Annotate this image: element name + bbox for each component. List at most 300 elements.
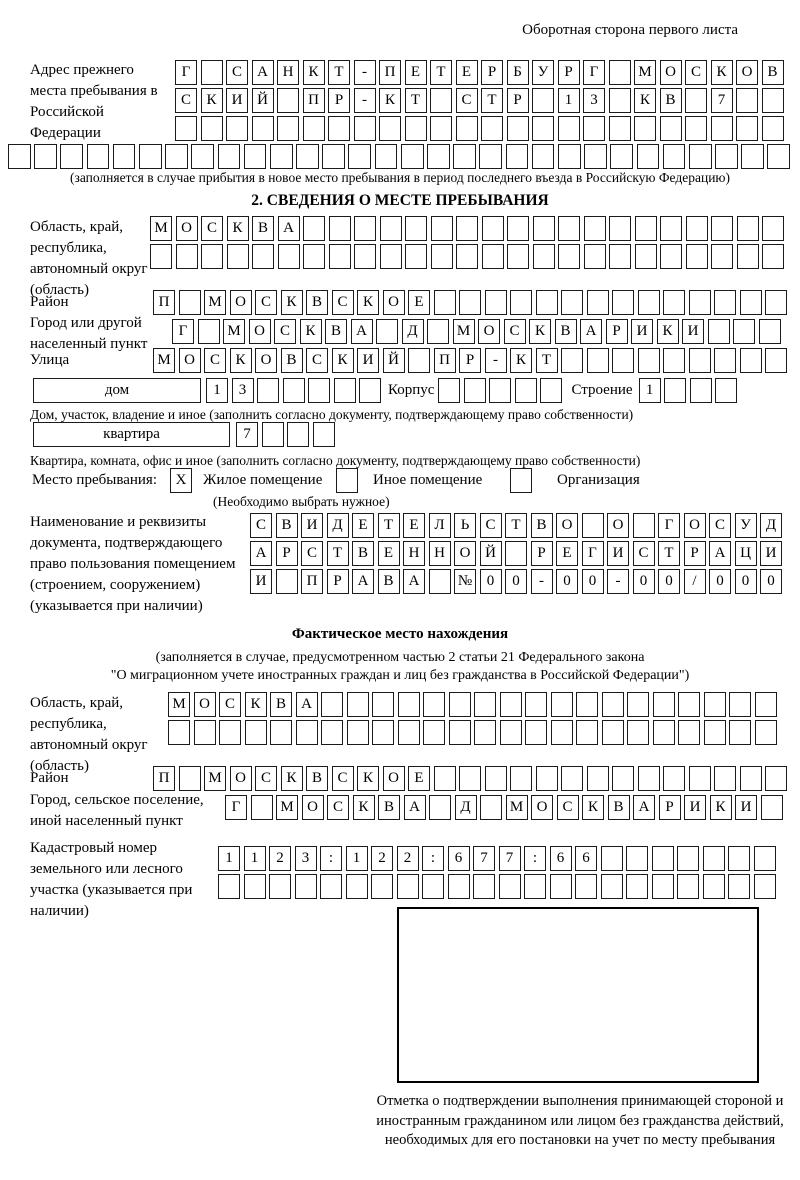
char-cell[interactable]: Т xyxy=(378,513,400,538)
char-cell[interactable] xyxy=(430,116,452,141)
char-cell[interactable] xyxy=(334,378,356,403)
char-cell[interactable]: К xyxy=(281,766,303,791)
char-cell[interactable]: В xyxy=(531,513,553,538)
char-cell[interactable] xyxy=(737,216,759,241)
char-cell[interactable] xyxy=(113,144,136,169)
char-cell[interactable] xyxy=(584,144,607,169)
char-cell[interactable] xyxy=(423,692,445,717)
char-cell[interactable] xyxy=(762,216,784,241)
char-cell[interactable] xyxy=(561,348,583,373)
char-cell[interactable] xyxy=(741,144,764,169)
char-cell[interactable] xyxy=(587,348,609,373)
char-cell[interactable] xyxy=(430,88,452,113)
char-cell[interactable] xyxy=(219,720,241,745)
char-cell[interactable] xyxy=(532,144,555,169)
document-grid-row-1[interactable] xyxy=(250,513,782,538)
char-cell[interactable] xyxy=(582,513,604,538)
char-cell[interactable] xyxy=(690,378,712,403)
char-cell[interactable]: Р xyxy=(481,60,503,85)
char-cell[interactable] xyxy=(550,874,572,899)
char-cell[interactable]: Н xyxy=(429,541,451,566)
char-cell[interactable] xyxy=(714,766,736,791)
char-cell[interactable]: - xyxy=(607,569,629,594)
char-cell[interactable]: И xyxy=(607,541,629,566)
char-cell[interactable]: Н xyxy=(403,541,425,566)
char-cell[interactable]: К xyxy=(245,692,267,717)
char-cell[interactable] xyxy=(660,244,682,269)
char-cell[interactable] xyxy=(354,244,376,269)
char-cell[interactable]: С xyxy=(456,88,478,113)
char-cell[interactable]: 0 xyxy=(505,569,527,594)
char-cell[interactable] xyxy=(677,846,699,871)
char-cell[interactable] xyxy=(634,116,656,141)
char-cell[interactable] xyxy=(276,569,298,594)
char-cell[interactable]: К xyxy=(379,88,401,113)
char-cell[interactable]: В xyxy=(281,348,303,373)
char-cell[interactable]: О xyxy=(230,766,252,791)
char-cell[interactable]: Т xyxy=(536,348,558,373)
char-cell[interactable] xyxy=(602,692,624,717)
char-cell[interactable] xyxy=(34,144,57,169)
char-cell[interactable] xyxy=(150,244,172,269)
char-cell[interactable] xyxy=(308,378,330,403)
char-cell[interactable]: М xyxy=(453,319,475,344)
char-cell[interactable] xyxy=(740,766,762,791)
char-cell[interactable]: : xyxy=(524,846,546,871)
char-cell[interactable] xyxy=(558,144,581,169)
char-cell[interactable] xyxy=(431,244,453,269)
char-cell[interactable]: А xyxy=(403,569,425,594)
char-cell[interactable] xyxy=(664,378,686,403)
char-cell[interactable] xyxy=(626,874,648,899)
char-cell[interactable] xyxy=(405,116,427,141)
char-cell[interactable]: 2 xyxy=(269,846,291,871)
char-cell[interactable] xyxy=(262,422,284,447)
char-cell[interactable] xyxy=(480,795,502,820)
char-cell[interactable]: М xyxy=(168,692,190,717)
char-cell[interactable]: Р xyxy=(531,541,553,566)
char-cell[interactable]: А xyxy=(709,541,731,566)
char-cell[interactable]: С xyxy=(332,290,354,315)
char-cell[interactable] xyxy=(252,116,274,141)
char-cell[interactable] xyxy=(201,244,223,269)
char-cell[interactable]: М xyxy=(276,795,298,820)
char-cell[interactable] xyxy=(558,244,580,269)
char-cell[interactable] xyxy=(533,216,555,241)
char-cell[interactable] xyxy=(689,348,711,373)
char-cell[interactable] xyxy=(584,244,606,269)
section3-city-grid[interactable] xyxy=(225,795,783,820)
char-cell[interactable] xyxy=(313,422,335,447)
char-cell[interactable]: Г xyxy=(658,513,680,538)
char-cell[interactable] xyxy=(663,348,685,373)
char-cell[interactable] xyxy=(677,874,699,899)
char-cell[interactable] xyxy=(278,244,300,269)
char-cell[interactable]: Р xyxy=(276,541,298,566)
stay-type-other-checkbox[interactable] xyxy=(336,468,358,493)
char-cell[interactable] xyxy=(191,144,214,169)
char-cell[interactable] xyxy=(401,144,424,169)
char-cell[interactable] xyxy=(737,244,759,269)
char-cell[interactable] xyxy=(708,319,730,344)
char-cell[interactable]: С xyxy=(301,541,323,566)
char-cell[interactable] xyxy=(321,692,343,717)
char-cell[interactable] xyxy=(252,244,274,269)
char-cell[interactable]: Р xyxy=(507,88,529,113)
section2-region-grid-row-2[interactable] xyxy=(150,244,784,269)
char-cell[interactable]: О xyxy=(194,692,216,717)
char-cell[interactable] xyxy=(429,569,451,594)
char-cell[interactable]: О xyxy=(684,513,706,538)
char-cell[interactable] xyxy=(561,290,583,315)
char-cell[interactable]: П xyxy=(434,348,456,373)
char-cell[interactable]: А xyxy=(351,319,373,344)
char-cell[interactable] xyxy=(270,144,293,169)
char-cell[interactable] xyxy=(227,244,249,269)
char-cell[interactable] xyxy=(612,766,634,791)
char-cell[interactable] xyxy=(139,144,162,169)
char-cell[interactable]: П xyxy=(153,766,175,791)
char-cell[interactable]: Т xyxy=(430,60,452,85)
char-cell[interactable]: 1 xyxy=(558,88,580,113)
char-cell[interactable]: Р xyxy=(659,795,681,820)
char-cell[interactable] xyxy=(283,378,305,403)
char-cell[interactable]: С xyxy=(557,795,579,820)
char-cell[interactable] xyxy=(714,348,736,373)
char-cell[interactable]: № xyxy=(454,569,476,594)
char-cell[interactable]: И xyxy=(760,541,782,566)
char-cell[interactable] xyxy=(347,720,369,745)
section2-region-grid-row-1[interactable] xyxy=(150,216,784,241)
char-cell[interactable]: 1 xyxy=(206,378,228,403)
char-cell[interactable] xyxy=(729,692,751,717)
char-cell[interactable]: С xyxy=(219,692,241,717)
char-cell[interactable]: С xyxy=(175,88,197,113)
char-cell[interactable]: Т xyxy=(327,541,349,566)
char-cell[interactable] xyxy=(736,116,758,141)
char-cell[interactable] xyxy=(179,290,201,315)
char-cell[interactable]: Т xyxy=(405,88,427,113)
section3-cadastral-grid-row-2[interactable] xyxy=(218,874,776,899)
char-cell[interactable] xyxy=(277,88,299,113)
char-cell[interactable] xyxy=(653,720,675,745)
char-cell[interactable] xyxy=(663,766,685,791)
char-cell[interactable] xyxy=(287,422,309,447)
char-cell[interactable]: Р xyxy=(684,541,706,566)
char-cell[interactable] xyxy=(714,290,736,315)
char-cell[interactable] xyxy=(755,692,777,717)
char-cell[interactable] xyxy=(689,290,711,315)
char-cell[interactable]: Т xyxy=(658,541,680,566)
char-cell[interactable]: М xyxy=(634,60,656,85)
char-cell[interactable]: К xyxy=(529,319,551,344)
char-cell[interactable]: 0 xyxy=(582,569,604,594)
char-cell[interactable]: Ь xyxy=(454,513,476,538)
char-cell[interactable] xyxy=(485,766,507,791)
char-cell[interactable] xyxy=(510,290,532,315)
char-cell[interactable]: К xyxy=(711,60,733,85)
char-cell[interactable] xyxy=(689,766,711,791)
char-cell[interactable]: И xyxy=(684,795,706,820)
char-cell[interactable] xyxy=(372,692,394,717)
char-cell[interactable] xyxy=(87,144,110,169)
char-cell[interactable]: А xyxy=(278,216,300,241)
char-cell[interactable]: 1 xyxy=(639,378,661,403)
char-cell[interactable] xyxy=(540,378,562,403)
char-cell[interactable] xyxy=(482,244,504,269)
char-cell[interactable]: С xyxy=(685,60,707,85)
char-cell[interactable] xyxy=(474,692,496,717)
char-cell[interactable] xyxy=(376,319,398,344)
char-cell[interactable]: С xyxy=(255,290,277,315)
char-cell[interactable] xyxy=(507,244,529,269)
char-cell[interactable] xyxy=(561,766,583,791)
section3-cadastral-grid-row-1[interactable] xyxy=(218,846,776,871)
char-cell[interactable]: - xyxy=(354,60,376,85)
char-cell[interactable]: Л xyxy=(429,513,451,538)
section3-region-grid-row-1[interactable] xyxy=(168,692,777,717)
char-cell[interactable]: О xyxy=(607,513,629,538)
char-cell[interactable]: М xyxy=(150,216,172,241)
char-cell[interactable]: 7 xyxy=(473,846,495,871)
char-cell[interactable]: 6 xyxy=(448,846,470,871)
char-cell[interactable]: А xyxy=(296,692,318,717)
char-cell[interactable] xyxy=(532,116,554,141)
char-cell[interactable] xyxy=(515,378,537,403)
char-cell[interactable] xyxy=(765,766,787,791)
char-cell[interactable]: С xyxy=(204,348,226,373)
char-cell[interactable] xyxy=(320,874,342,899)
char-cell[interactable]: Е xyxy=(403,513,425,538)
char-cell[interactable] xyxy=(165,144,188,169)
char-cell[interactable]: 0 xyxy=(760,569,782,594)
char-cell[interactable]: 0 xyxy=(658,569,680,594)
char-cell[interactable]: О xyxy=(478,319,500,344)
char-cell[interactable]: А xyxy=(580,319,602,344)
char-cell[interactable] xyxy=(652,874,674,899)
char-cell[interactable]: С xyxy=(709,513,731,538)
char-cell[interactable]: Т xyxy=(505,513,527,538)
char-cell[interactable] xyxy=(711,116,733,141)
char-cell[interactable] xyxy=(711,244,733,269)
char-cell[interactable] xyxy=(257,378,279,403)
document-grid-row-2[interactable] xyxy=(250,541,782,566)
char-cell[interactable] xyxy=(759,319,781,344)
char-cell[interactable] xyxy=(422,874,444,899)
char-cell[interactable]: - xyxy=(354,88,376,113)
char-cell[interactable]: Е xyxy=(408,766,430,791)
char-cell[interactable]: О xyxy=(556,513,578,538)
char-cell[interactable]: В xyxy=(352,541,374,566)
char-cell[interactable]: К xyxy=(201,88,223,113)
char-cell[interactable] xyxy=(762,88,784,113)
char-cell[interactable] xyxy=(507,216,529,241)
char-cell[interactable]: - xyxy=(485,348,507,373)
char-cell[interactable]: П xyxy=(301,569,323,594)
char-cell[interactable] xyxy=(372,720,394,745)
char-cell[interactable] xyxy=(765,348,787,373)
char-cell[interactable] xyxy=(408,348,430,373)
char-cell[interactable] xyxy=(198,319,220,344)
char-cell[interactable]: В xyxy=(252,216,274,241)
char-cell[interactable] xyxy=(218,874,240,899)
char-cell[interactable]: С xyxy=(480,513,502,538)
char-cell[interactable]: 0 xyxy=(556,569,578,594)
char-cell[interactable] xyxy=(703,874,725,899)
char-cell[interactable]: И xyxy=(226,88,248,113)
char-cell[interactable] xyxy=(703,846,725,871)
char-cell[interactable] xyxy=(456,244,478,269)
char-cell[interactable]: О xyxy=(383,290,405,315)
char-cell[interactable]: С xyxy=(633,541,655,566)
section2-city-grid[interactable] xyxy=(172,319,781,344)
char-cell[interactable]: : xyxy=(422,846,444,871)
char-cell[interactable] xyxy=(251,795,273,820)
char-cell[interactable]: Д xyxy=(760,513,782,538)
char-cell[interactable]: А xyxy=(352,569,374,594)
char-cell[interactable]: О xyxy=(736,60,758,85)
char-cell[interactable]: К xyxy=(227,216,249,241)
char-cell[interactable] xyxy=(627,692,649,717)
char-cell[interactable]: М xyxy=(506,795,528,820)
char-cell[interactable]: 3 xyxy=(295,846,317,871)
char-cell[interactable] xyxy=(754,846,776,871)
char-cell[interactable]: У xyxy=(532,60,554,85)
prev-address-grid-row-4[interactable] xyxy=(8,144,790,169)
char-cell[interactable] xyxy=(269,874,291,899)
char-cell[interactable] xyxy=(762,116,784,141)
char-cell[interactable] xyxy=(434,290,456,315)
char-cell[interactable] xyxy=(525,692,547,717)
char-cell[interactable] xyxy=(218,144,241,169)
char-cell[interactable] xyxy=(453,144,476,169)
char-cell[interactable]: Г xyxy=(582,541,604,566)
char-cell[interactable] xyxy=(755,720,777,745)
char-cell[interactable]: О xyxy=(660,60,682,85)
char-cell[interactable] xyxy=(175,116,197,141)
char-cell[interactable]: Й xyxy=(383,348,405,373)
char-cell[interactable]: А xyxy=(404,795,426,820)
char-cell[interactable]: Р xyxy=(327,569,349,594)
char-cell[interactable] xyxy=(303,116,325,141)
char-cell[interactable]: С xyxy=(306,348,328,373)
char-cell[interactable]: П xyxy=(303,88,325,113)
char-cell[interactable] xyxy=(612,348,634,373)
char-cell[interactable]: С xyxy=(226,60,248,85)
char-cell[interactable] xyxy=(558,216,580,241)
char-cell[interactable]: К xyxy=(353,795,375,820)
char-cell[interactable]: И xyxy=(735,795,757,820)
char-cell[interactable] xyxy=(689,144,712,169)
char-cell[interactable] xyxy=(303,216,325,241)
char-cell[interactable] xyxy=(464,378,486,403)
char-cell[interactable] xyxy=(456,116,478,141)
char-cell[interactable] xyxy=(635,216,657,241)
char-cell[interactable] xyxy=(505,541,527,566)
char-cell[interactable] xyxy=(740,348,762,373)
section2-district-grid[interactable] xyxy=(153,290,787,315)
char-cell[interactable] xyxy=(609,244,631,269)
char-cell[interactable]: М xyxy=(204,290,226,315)
char-cell[interactable] xyxy=(479,144,502,169)
char-cell[interactable]: С xyxy=(332,766,354,791)
char-cell[interactable] xyxy=(660,216,682,241)
char-cell[interactable]: - xyxy=(531,569,553,594)
stay-type-organization-checkbox[interactable] xyxy=(510,468,532,493)
char-cell[interactable] xyxy=(638,348,660,373)
char-cell[interactable] xyxy=(637,144,660,169)
char-cell[interactable] xyxy=(371,874,393,899)
char-cell[interactable]: И xyxy=(631,319,653,344)
char-cell[interactable] xyxy=(609,216,631,241)
char-cell[interactable] xyxy=(584,216,606,241)
char-cell[interactable] xyxy=(715,144,738,169)
char-cell[interactable] xyxy=(201,116,223,141)
char-cell[interactable]: И xyxy=(301,513,323,538)
char-cell[interactable]: 6 xyxy=(550,846,572,871)
char-cell[interactable] xyxy=(587,766,609,791)
char-cell[interactable] xyxy=(321,720,343,745)
char-cell[interactable]: П xyxy=(153,290,175,315)
char-cell[interactable] xyxy=(536,766,558,791)
char-cell[interactable] xyxy=(762,244,784,269)
char-cell[interactable] xyxy=(375,144,398,169)
char-cell[interactable]: Н xyxy=(277,60,299,85)
char-cell[interactable] xyxy=(678,692,700,717)
section3-district-grid[interactable] xyxy=(153,766,787,791)
char-cell[interactable] xyxy=(322,144,345,169)
char-cell[interactable] xyxy=(551,720,573,745)
char-cell[interactable]: С xyxy=(274,319,296,344)
char-cell[interactable] xyxy=(500,692,522,717)
char-cell[interactable] xyxy=(296,720,318,745)
char-cell[interactable]: Р xyxy=(606,319,628,344)
char-cell[interactable] xyxy=(653,692,675,717)
prev-address-grid-row-2[interactable] xyxy=(175,88,784,113)
char-cell[interactable]: 7 xyxy=(711,88,733,113)
char-cell[interactable]: 7 xyxy=(499,846,521,871)
char-cell[interactable] xyxy=(423,720,445,745)
char-cell[interactable] xyxy=(728,846,750,871)
char-cell[interactable]: В xyxy=(306,766,328,791)
char-cell[interactable]: К xyxy=(332,348,354,373)
char-cell[interactable]: Т xyxy=(481,88,503,113)
char-cell[interactable] xyxy=(767,144,790,169)
char-cell[interactable] xyxy=(244,144,267,169)
char-cell[interactable] xyxy=(652,846,674,871)
house-type-box[interactable]: дом xyxy=(33,378,201,403)
char-cell[interactable]: Д xyxy=(327,513,349,538)
char-cell[interactable]: М xyxy=(204,766,226,791)
char-cell[interactable] xyxy=(449,720,471,745)
char-cell[interactable] xyxy=(576,720,598,745)
char-cell[interactable] xyxy=(303,244,325,269)
char-cell[interactable]: 2 xyxy=(397,846,419,871)
char-cell[interactable] xyxy=(328,116,350,141)
char-cell[interactable]: К xyxy=(657,319,679,344)
char-cell[interactable]: С xyxy=(250,513,272,538)
char-cell[interactable] xyxy=(405,216,427,241)
char-cell[interactable] xyxy=(729,720,751,745)
char-cell[interactable]: М xyxy=(223,319,245,344)
char-cell[interactable]: А xyxy=(633,795,655,820)
char-cell[interactable]: В xyxy=(608,795,630,820)
char-cell[interactable] xyxy=(489,378,511,403)
char-cell[interactable]: Г xyxy=(583,60,605,85)
char-cell[interactable] xyxy=(626,846,648,871)
char-cell[interactable]: К xyxy=(357,766,379,791)
char-cell[interactable] xyxy=(612,290,634,315)
